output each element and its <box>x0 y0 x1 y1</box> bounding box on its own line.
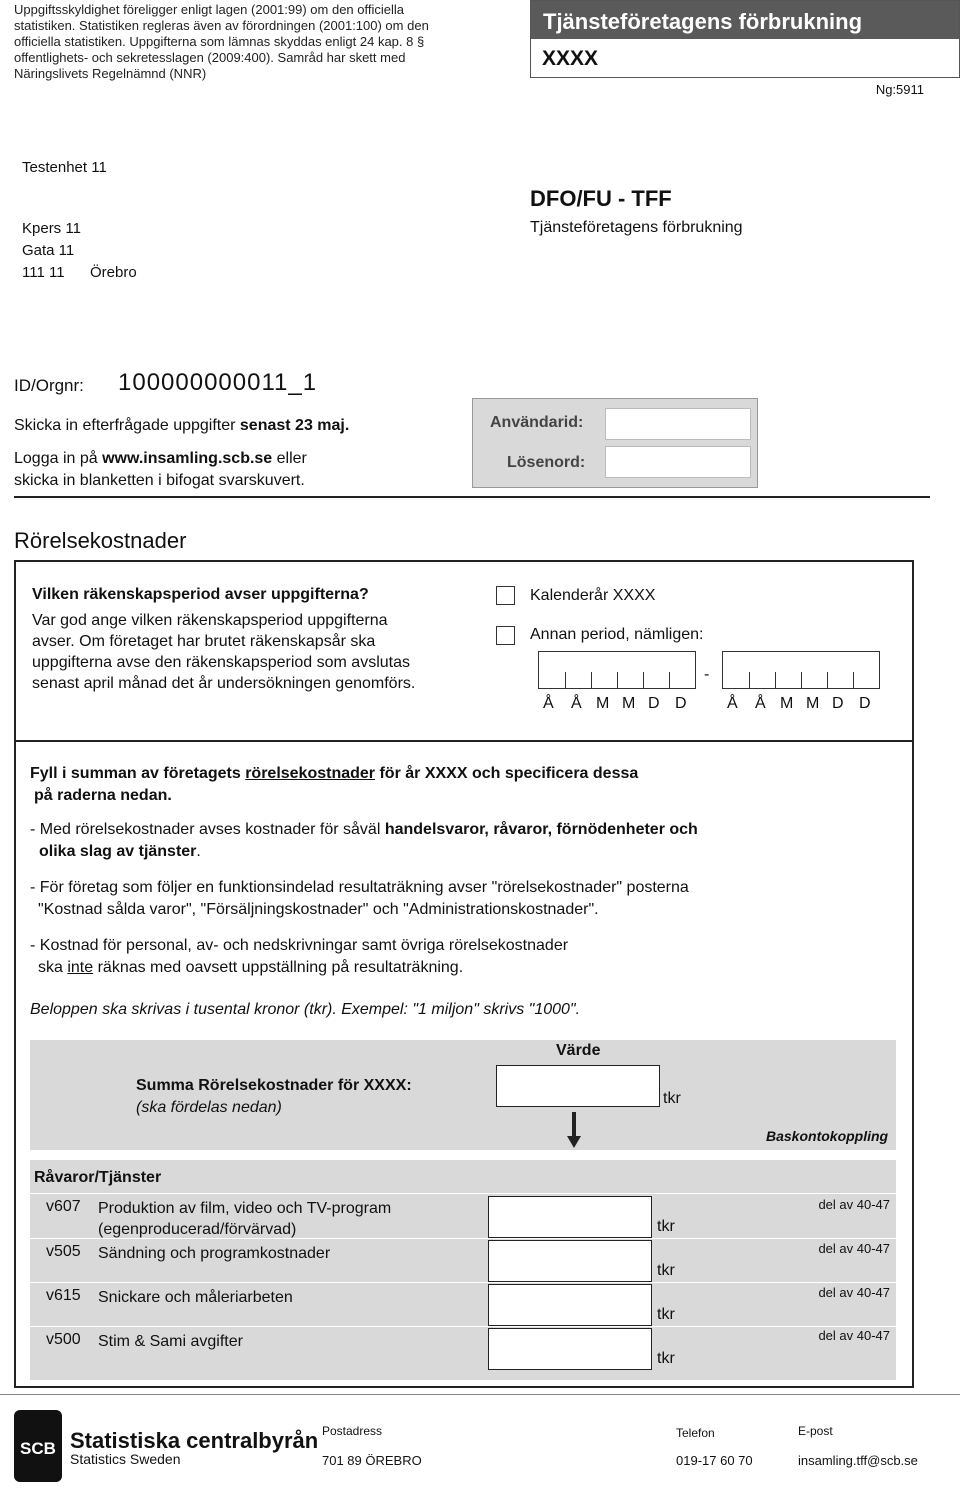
info-text: på raderna nedan. <box>34 787 172 804</box>
row-label: Sändning och programkostnader <box>98 1245 331 1262</box>
row-code: v500 <box>46 1331 81 1348</box>
summary-sublabel: (ska fördelas nedan) <box>136 1099 282 1116</box>
recipient-line1: Kpers 11 <box>22 220 81 237</box>
period-question: Vilken räkenskapsperiod avser uppgifterna? <box>32 586 369 603</box>
info-text: för år XXXX och specificera dessa <box>375 765 639 782</box>
date-separator <box>591 672 592 688</box>
row-unit: tkr <box>657 1350 675 1367</box>
date-letter: D <box>648 695 660 712</box>
recipient-name: Testenhet 11 <box>22 159 107 176</box>
arrow-down-icon <box>567 1112 581 1153</box>
calendar-year-label: Kalenderår XXXX <box>530 587 656 604</box>
date-separator <box>749 672 750 688</box>
date-letter: D <box>859 695 871 712</box>
date-letter: M <box>596 695 610 712</box>
phone-value: 019-17 60 70 <box>676 1453 753 1468</box>
row-label: Snickare och måleriarbeten <box>98 1289 293 1306</box>
info-paragraph-2 <box>30 819 890 863</box>
info-paragraph-1 <box>30 763 890 807</box>
date-separator <box>669 672 670 688</box>
legal-notice: Uppgiftsskyldighet föreligger enligt lagen (2001:99) om den officiella statistiken. Statistiken regleras även av förordningen (2001:100) om den officiella statistiken. Uppgifterna som lämnas skyddas enligt 24 kap. 8 § offentlighets- och sekretesslagen (2009:400). Samråd har skett med Näringslivets Regelnämnd (NNR) <box>14 2 429 81</box>
row-bas-account: del av 40-47 <box>818 1241 890 1256</box>
form-number: Ng:5911 <box>875 82 924 97</box>
row-code: v505 <box>46 1243 81 1260</box>
row-bas-account: del av 40-47 <box>818 1285 890 1300</box>
form-title: Tjänsteföretagens förbrukning <box>531 1 959 39</box>
summary-unit: tkr <box>663 1090 681 1107</box>
row-divider <box>30 1193 896 1194</box>
date-letter: D <box>675 695 687 712</box>
id-value: 100000000011_1 <box>118 369 318 396</box>
row-divider <box>30 1326 896 1327</box>
other-period-checkbox[interactable] <box>496 626 515 645</box>
info-paragraph-3 <box>30 877 890 921</box>
post-label: Postadress <box>322 1424 383 1438</box>
row-value-field-v500[interactable] <box>488 1328 652 1370</box>
info-underlined: rörelsekostnader <box>245 765 376 782</box>
period-description: Var god ange vilken räkenskapsperiod uppgifterna avser. Om företaget har brutet räkenskapsår ska uppgifterna avse den räkenskapsperiod som avslutas senast april månad det år undersökningen genomförs. <box>32 612 416 692</box>
row-sublabel: (egenproducerad/förvärvad) <box>98 1221 297 1238</box>
form-title-box <box>530 0 960 78</box>
row-unit: tkr <box>657 1218 675 1235</box>
date-letter: D <box>832 695 844 712</box>
info-underlined: inte <box>67 959 94 976</box>
period-start-date-field[interactable] <box>538 651 696 689</box>
login-suffix: eller <box>272 450 307 467</box>
date-letter: M <box>622 695 636 712</box>
date-letter: Å <box>571 695 582 712</box>
footer-divider <box>0 1394 960 1395</box>
login-text <box>14 450 307 468</box>
info-amount-note: Beloppen ska skrivas i tusental kronor (tkr). Exempel: "1 miljon" skrivs "1000". <box>30 1001 581 1018</box>
info-text: - För företag som följer en funktionsindelad resultaträkning avser "rörelsekostnader" posterna <box>30 879 689 896</box>
survey-name: Tjänsteföretagens förbrukning <box>530 219 743 236</box>
row-value-field-v615[interactable] <box>488 1284 652 1326</box>
send-text: skicka in blanketten i bifogat svarskuvert. <box>14 472 305 489</box>
date-range-dash: - <box>704 666 710 683</box>
row-label: Produktion av film, video och TV-program <box>98 1200 392 1217</box>
date-separator <box>827 672 828 688</box>
row-bas-account: del av 40-47 <box>818 1197 890 1212</box>
user-id-label: Användarid: <box>490 414 584 431</box>
date-separator <box>853 672 854 688</box>
date-letter: Å <box>727 695 738 712</box>
summary-value-field[interactable] <box>496 1065 660 1107</box>
recipient-line2: Gata 11 <box>22 242 75 259</box>
summary-label: Summa Rörelsekostnader för XXXX: <box>136 1077 412 1094</box>
login-url-link[interactable]: www.insamling.scb.se <box>102 450 273 467</box>
date-letter: M <box>780 695 794 712</box>
deadline-text <box>14 417 349 435</box>
row-code: v607 <box>46 1198 81 1215</box>
recipient-city: Örebro <box>90 264 137 281</box>
date-separator <box>775 672 776 688</box>
row-value-field-v505[interactable] <box>488 1240 652 1282</box>
survey-code: DFO/FU - TFF <box>530 186 672 211</box>
info-text: - Med rörelsekostnader avses kostnader för såväl <box>30 821 385 838</box>
form-year: XXXX <box>542 47 599 70</box>
row-unit: tkr <box>657 1262 675 1279</box>
recipient-zip: 111 11 <box>22 264 65 281</box>
info-text: ska <box>38 959 68 976</box>
user-id-field[interactable] <box>605 408 751 440</box>
info-bold: olika slag av tjänster <box>39 843 197 860</box>
logo-text: SCB <box>20 1439 56 1458</box>
deadline-date: senast 23 maj. <box>239 417 350 434</box>
date-letter: M <box>806 695 820 712</box>
row-value-field-v607[interactable] <box>488 1196 652 1238</box>
date-letter: Å <box>755 695 766 712</box>
phone-label: Telefon <box>676 1426 715 1440</box>
org-name: Statistiska centralbyrån <box>70 1428 319 1453</box>
date-letter: Å <box>543 695 554 712</box>
date-separator <box>801 672 802 688</box>
info-text: räknas med oavsett uppställning på resultaträkning. <box>93 959 464 976</box>
post-value: 701 89 ÖREBRO <box>322 1453 422 1468</box>
value-column-header: Värde <box>556 1042 601 1059</box>
other-period-label: Annan period, nämligen: <box>530 626 704 643</box>
row-divider <box>30 1282 896 1283</box>
login-prefix: Logga in på <box>14 450 103 467</box>
date-separator <box>565 672 566 688</box>
email-label: E-post <box>798 1424 833 1438</box>
scb-logo <box>14 1410 62 1482</box>
row-unit: tkr <box>657 1306 675 1323</box>
date-separator <box>643 672 644 688</box>
row-code: v615 <box>46 1287 81 1304</box>
rows-header: Råvaror/Tjänster <box>34 1169 162 1186</box>
info-text: Fyll i summan av företagets <box>30 765 246 782</box>
bas-account-header: Baskontokoppling <box>766 1128 889 1144</box>
info-text: - Kostnad för personal, av- och nedskrivningar samt övriga rörelsekostnader <box>30 937 569 954</box>
calendar-year-checkbox[interactable] <box>496 586 515 605</box>
info-text: . <box>196 843 201 860</box>
section-title: Rörelsekostnader <box>14 528 187 553</box>
deadline-prefix: Skicka in efterfrågade uppgifter <box>14 417 240 434</box>
password-label: Lösenord: <box>507 454 586 471</box>
email-link[interactable]: insamling.tff@scb.se <box>798 1453 918 1468</box>
org-name-en: Statistics Sweden <box>70 1451 181 1467</box>
info-paragraph-4 <box>30 935 890 979</box>
login-box <box>472 398 758 488</box>
id-label: ID/Orgnr: <box>14 376 84 395</box>
period-end-date-field[interactable] <box>722 651 880 689</box>
info-text: "Kostnad sålda varor", "Försäljningskostnader" och "Administrationskostnader". <box>38 901 599 918</box>
divider <box>14 496 930 498</box>
info-bold: handelsvaror, råvaror, förnödenheter och <box>384 821 698 838</box>
date-separator <box>617 672 618 688</box>
row-label: Stim & Sami avgifter <box>98 1333 243 1350</box>
row-bas-account: del av 40-47 <box>818 1328 890 1343</box>
password-field[interactable] <box>605 446 751 478</box>
